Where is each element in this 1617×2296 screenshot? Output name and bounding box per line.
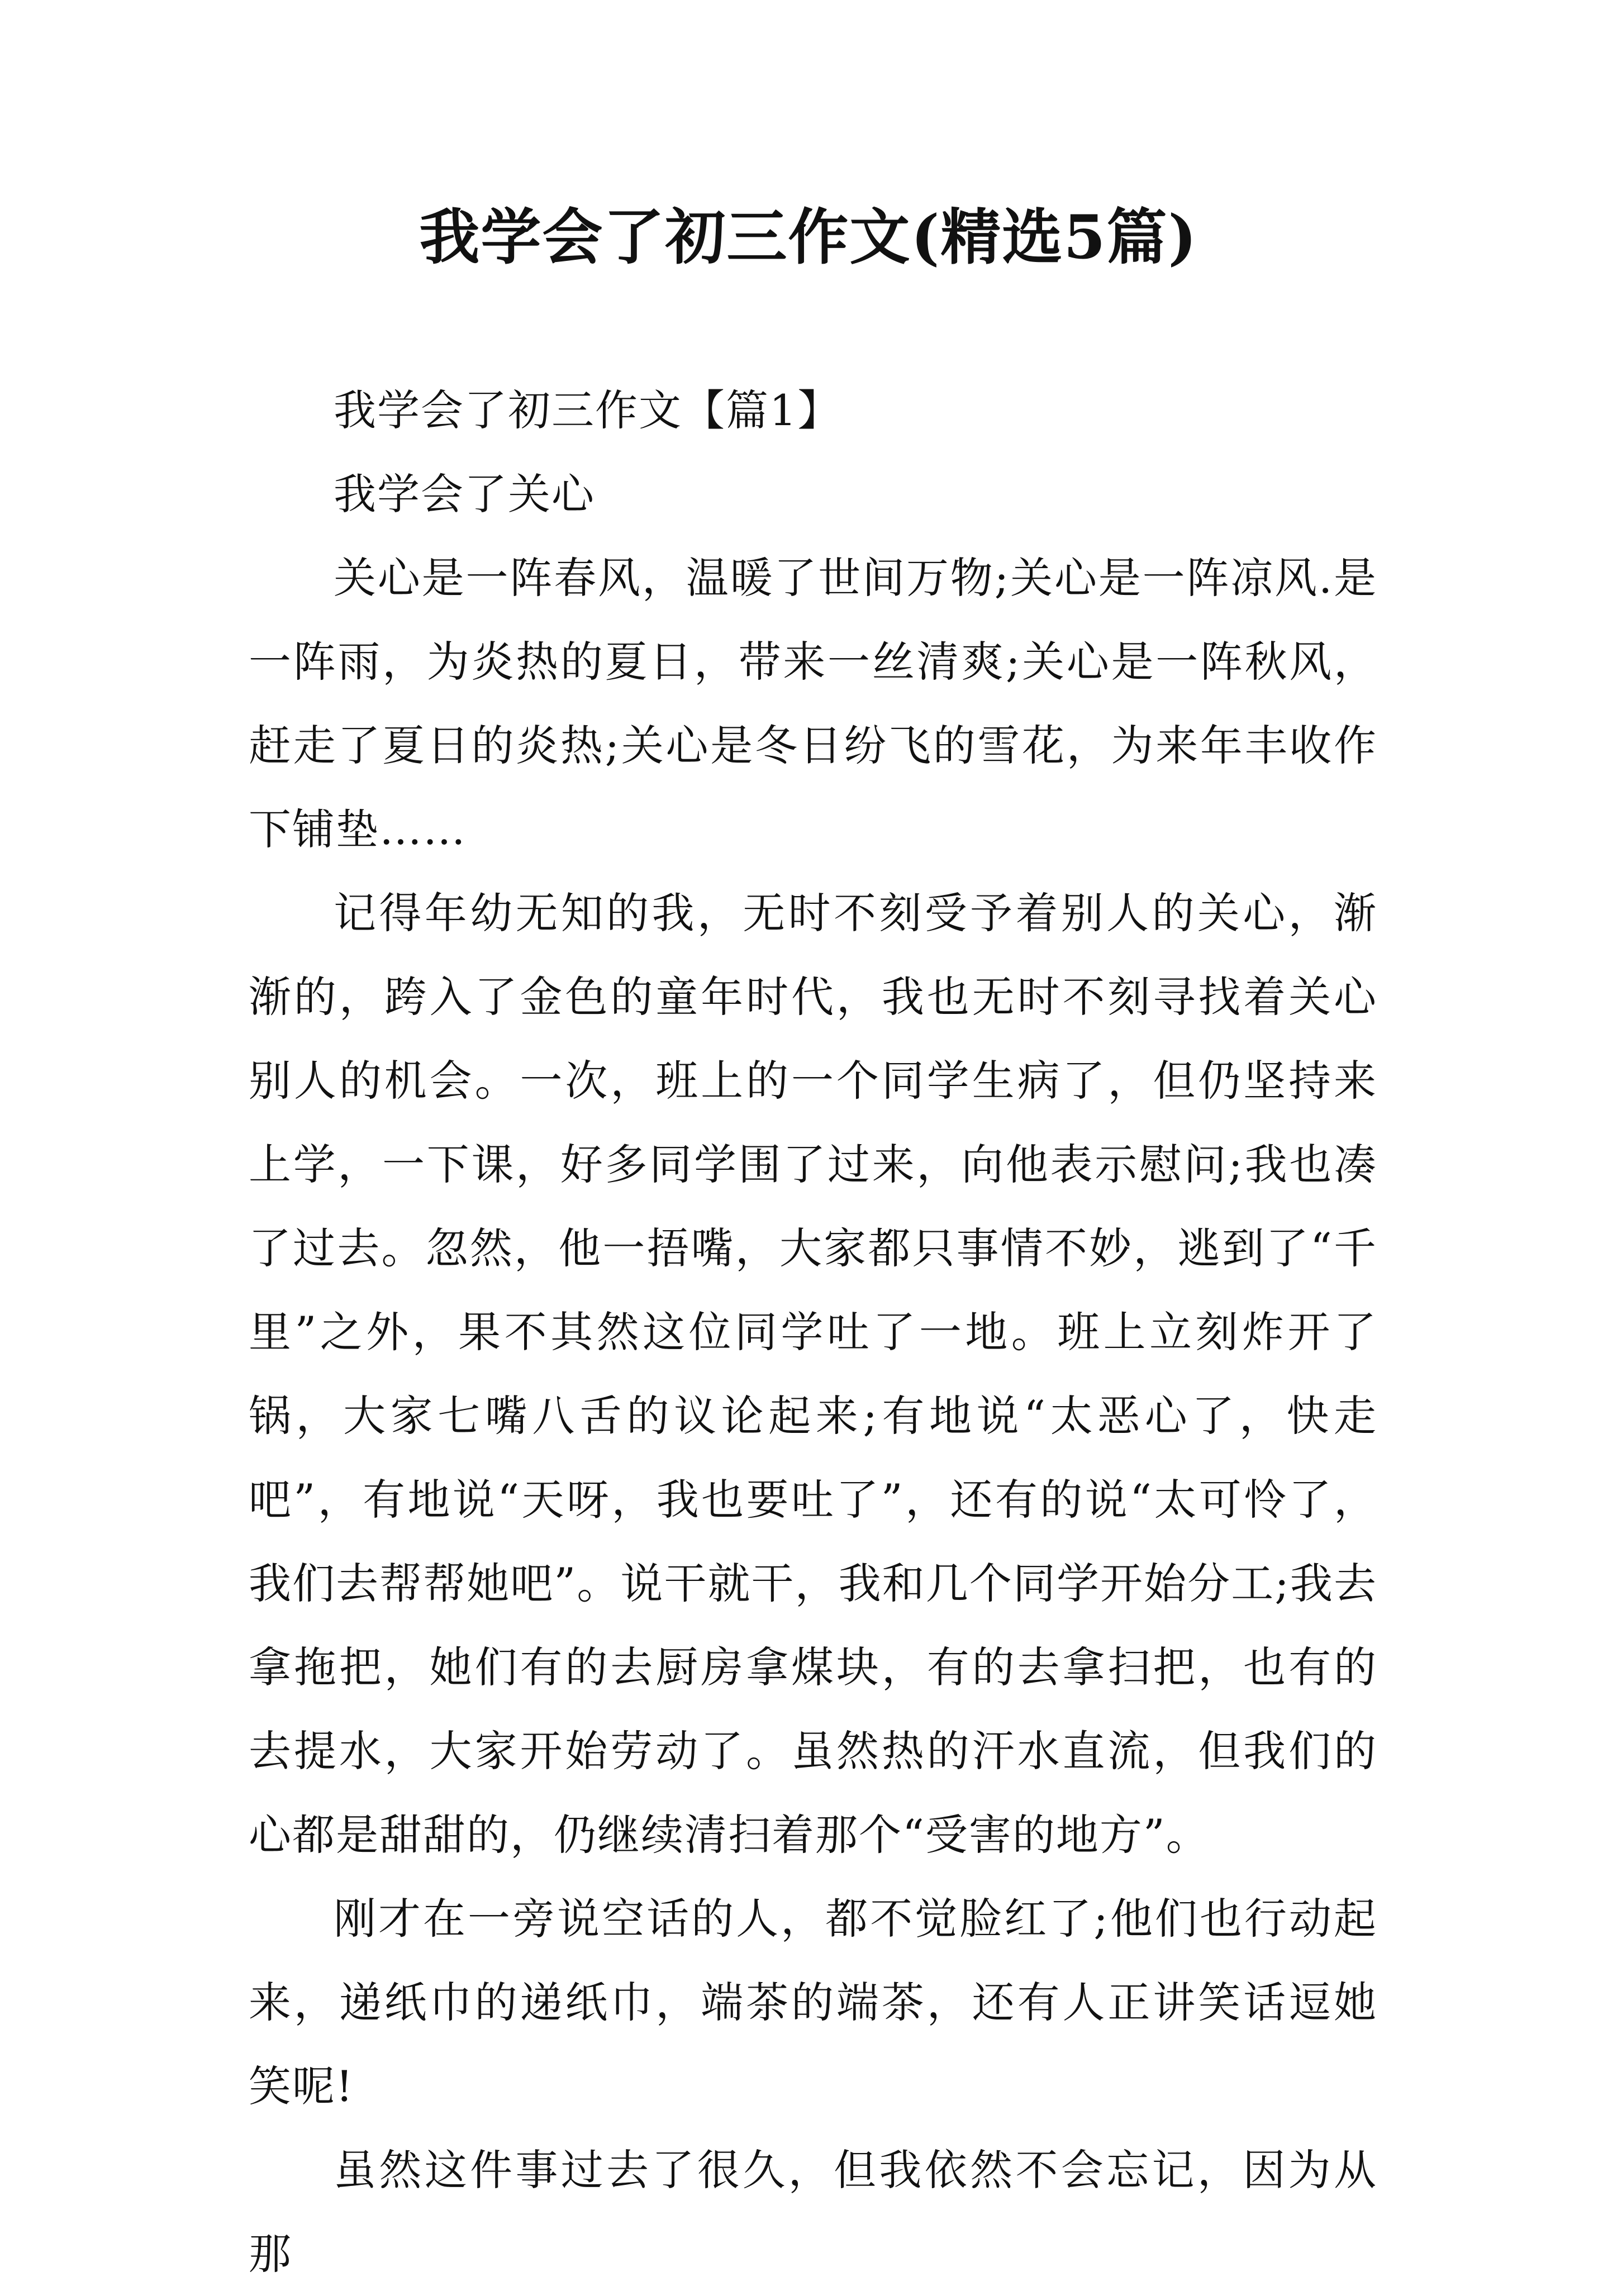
section-heading: 我学会了初三作文【篇1】 [334,385,841,435]
body-paragraph: 记得年幼无知的我，无时不刻受予着别人的关心，渐渐的，跨入了金色的童年时代，我也无时不刻寻找着关心别人的机会。一次，班上的一个同学生病了，但仍坚持来上学，一下课，好多同学围了过来，向他表示慰问;我也凑了过去。忽然，他一捂嘴，大家都只事情不妙，逃到了“千里”之外，果不其然这位同学吐了一地。班上立刻炸开了锅，大家七嘴八舌的议论起来;有地说“太恶心了，快走吧”，有地说“天呀，我也要吐了”，还有的说“太可怜了，我们去帮帮她吧”。说干就干，我和几个同学开始分工;我去拿拖把，她们有的去厨房拿煤块，有的去拿扫把，也有的去提水，大家开始劳动了。虽然热的汗水直流，但我们的心都是甜甜的，仍继续清扫着那个“受害的地方”。 [249,888,1377,1860]
document-title: 我学会了初三作文(精选5篇) [419,202,1198,273]
body-paragraph: 刚才在一旁说空话的人，都不觉脸红了;他们也行动起来，递纸巾的递纸巾，端茶的端茶，还有人正讲笑话逗她笑呢! [249,1894,1377,2111]
document-body [249,369,1377,2296]
body-paragraph: 关心是一阵春风，温暖了世间万物;关心是一阵凉风.是一阵雨，为炎热的夏日，带来一丝清爽;关心是一阵秋风，赶走了夏日的炎热;关心是冬日纷飞的雪花，为来年丰收作下铺垫…… [249,553,1377,854]
essay-title: 我学会了关心 [334,469,595,519]
body-paragraph: 虽然这件事过去了很久，但我依然不会忘记，因为从那 [249,2145,1377,2279]
